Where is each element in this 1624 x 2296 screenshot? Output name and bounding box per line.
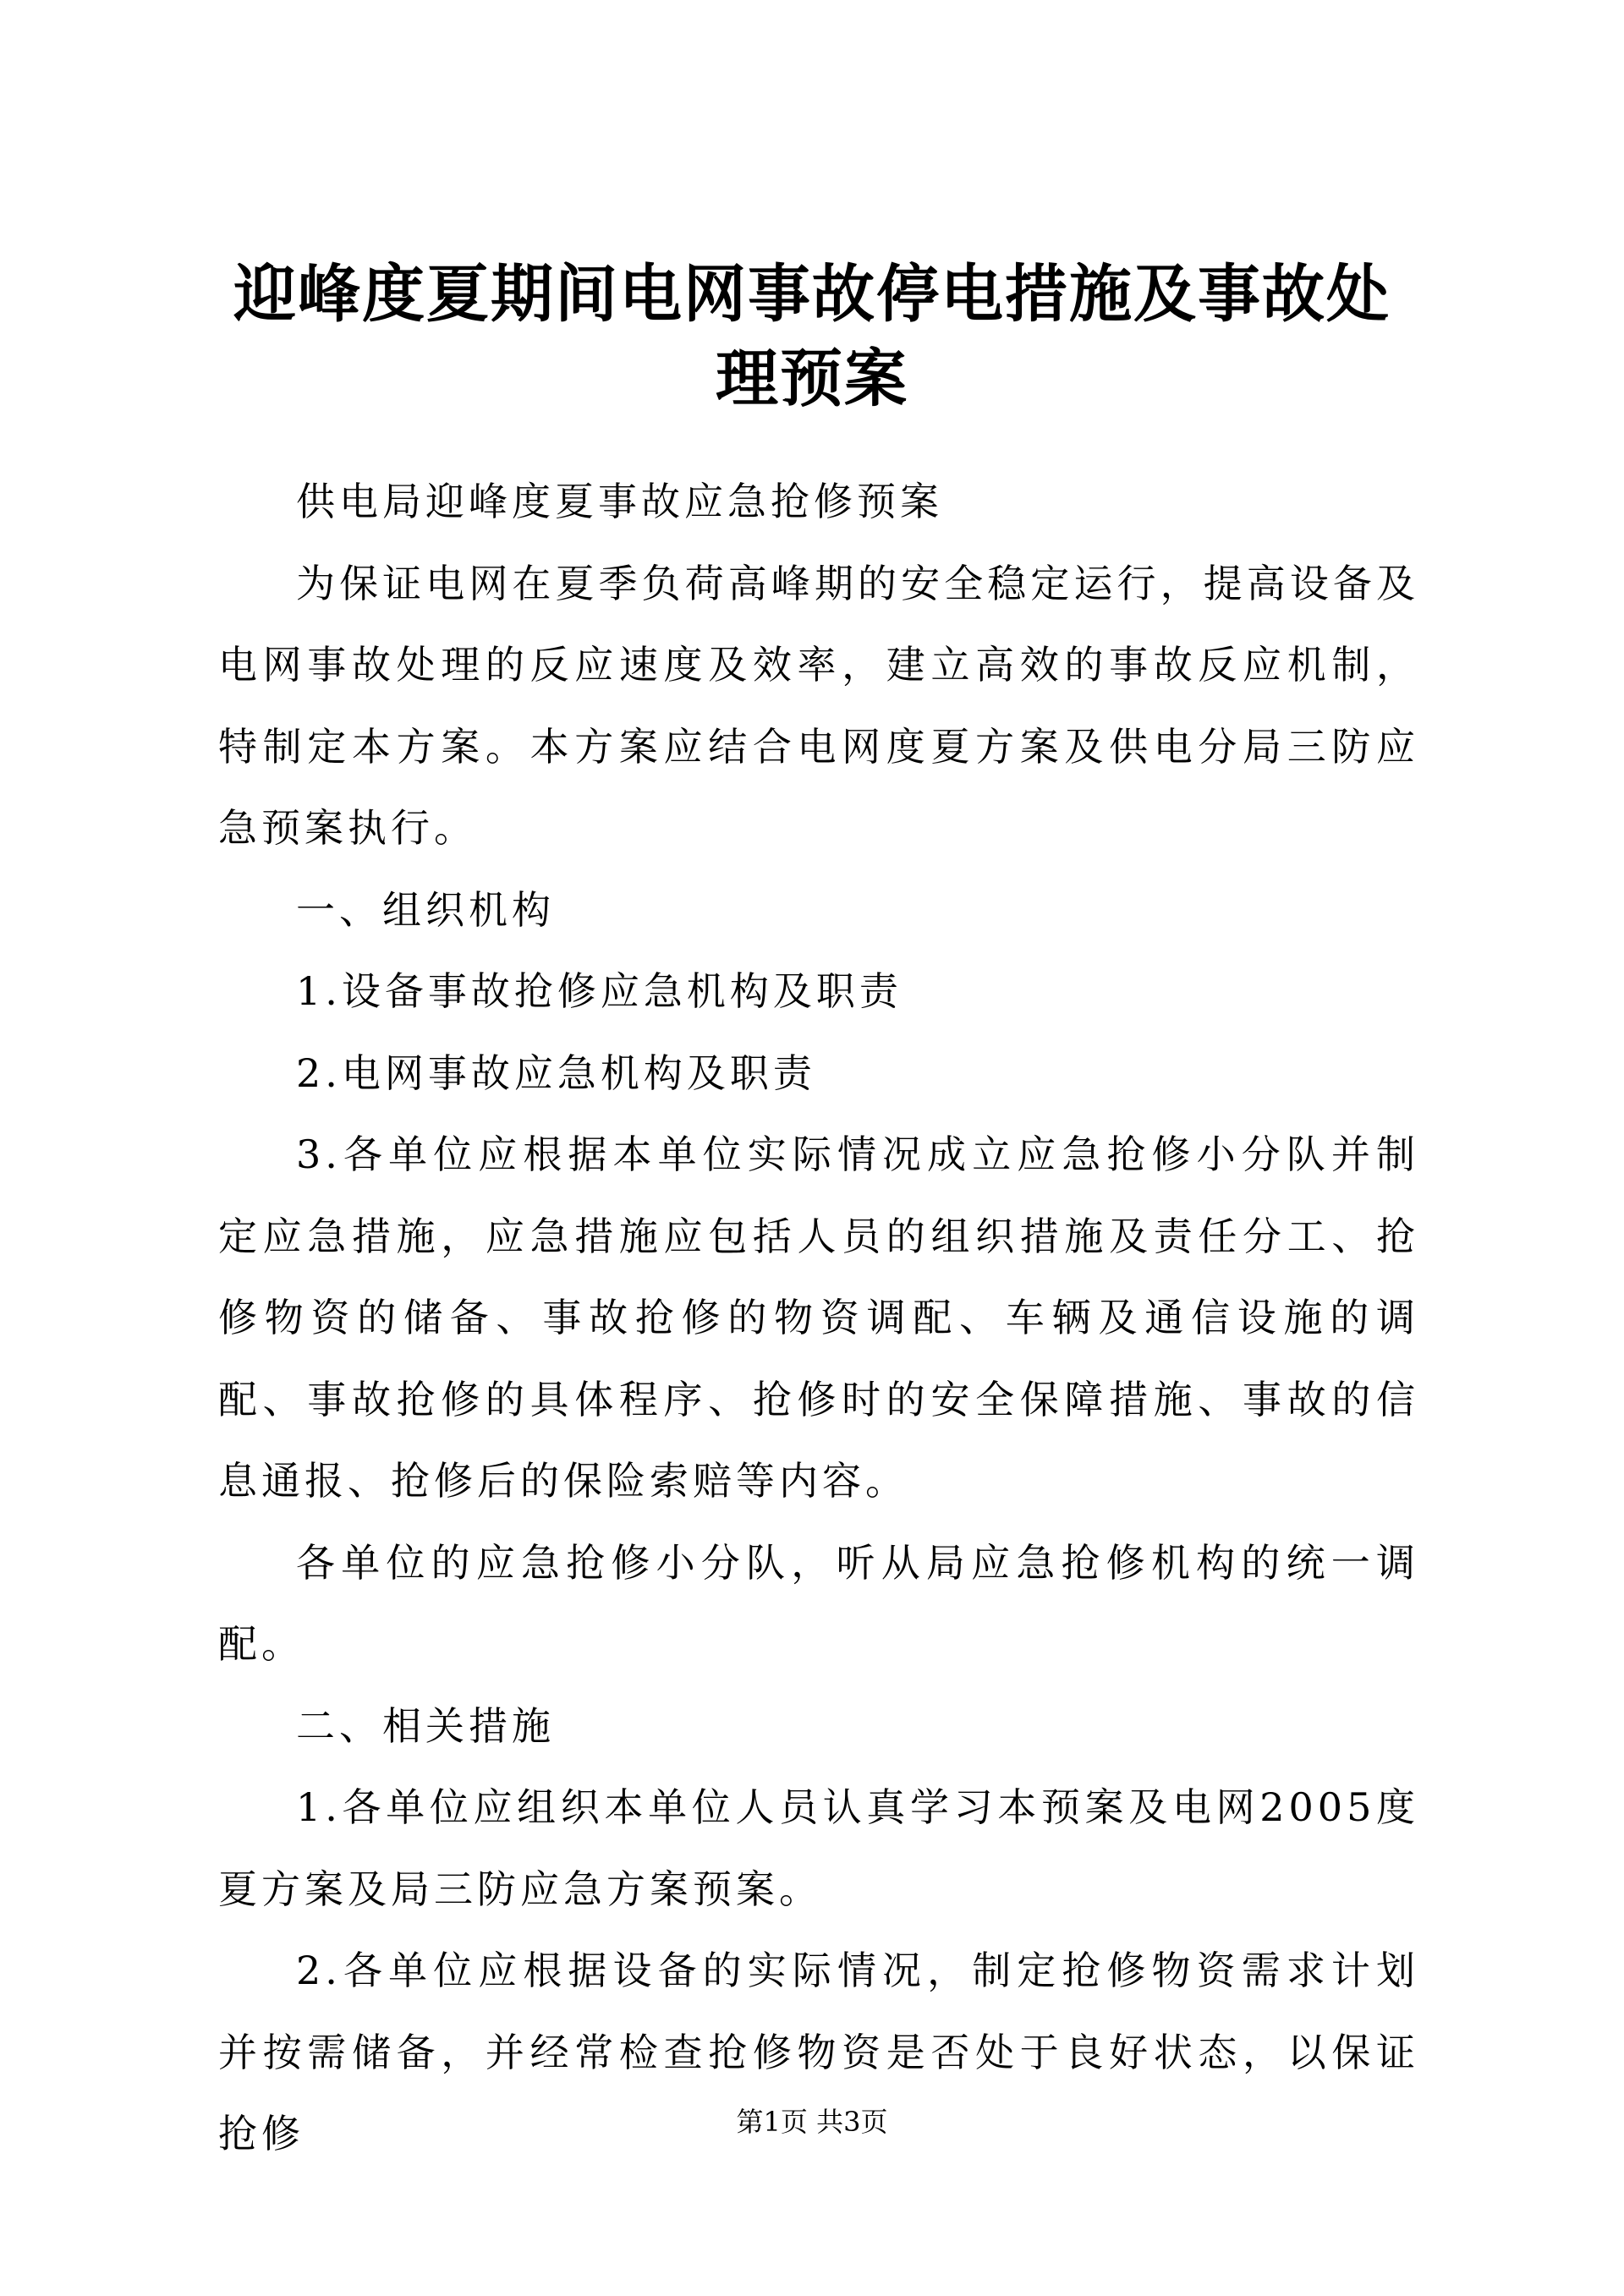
section-heading-organization: 一、组织机构 bbox=[296, 886, 555, 933]
document-body bbox=[218, 461, 1419, 2175]
section-heading-measures: 二、相关措施 bbox=[296, 1702, 555, 1749]
page-number: 第1页 共3页 bbox=[736, 2106, 888, 2138]
paragraph-item-1: 1.设备事故抢修应急机构及职责 bbox=[296, 968, 903, 1014]
paragraph-item-2: 2.电网事故应急机构及职责 bbox=[296, 1049, 816, 1096]
paragraph-subtitle: 供电局迎峰度夏事故应急抢修预案 bbox=[296, 479, 943, 524]
paragraph-purpose: 为保证电网在夏季负荷高峰期的安全稳定运行，提高设备及电网事故处理的反应速度及效率，建立高效的事故反应机制，特制定本方案。本方案应结合电网度夏方案及供电分局三防应急预案执行。 bbox=[218, 560, 1419, 851]
paragraph-dispatch: 各单位的应急抢修小分队，听从局应急抢修机构的统一调配。 bbox=[218, 1539, 1419, 1667]
paragraph-measure-2: 2.各单位应根据设备的实际情况，制定抢修物资需求计划并按需储备，并经常检查抢修物资是否处于良好状态，以保证抢修 bbox=[218, 1948, 1419, 2156]
document-title: 迎峰度夏期间电网事故停电措施及事故处理预案 bbox=[233, 258, 1391, 415]
paragraph-item-3: 3.各单位应根据本单位实际情况成立应急抢修小分队并制定应急措施，应急措施应包括人员的组织措施及责任分工、抢修物资的储备、事故抢修的物资调配、车辆及通信设施的调配、事故抢修的具体程序、抢修时的安全保障措施、事故的信息通报、抢修后的保险索赔等内容。 bbox=[218, 1132, 1419, 1504]
paragraph-measure-1: 1.各单位应组织本单位人员认真学习本预案及电网2005度夏方案及局三防应急方案预案。 bbox=[218, 1784, 1419, 1912]
